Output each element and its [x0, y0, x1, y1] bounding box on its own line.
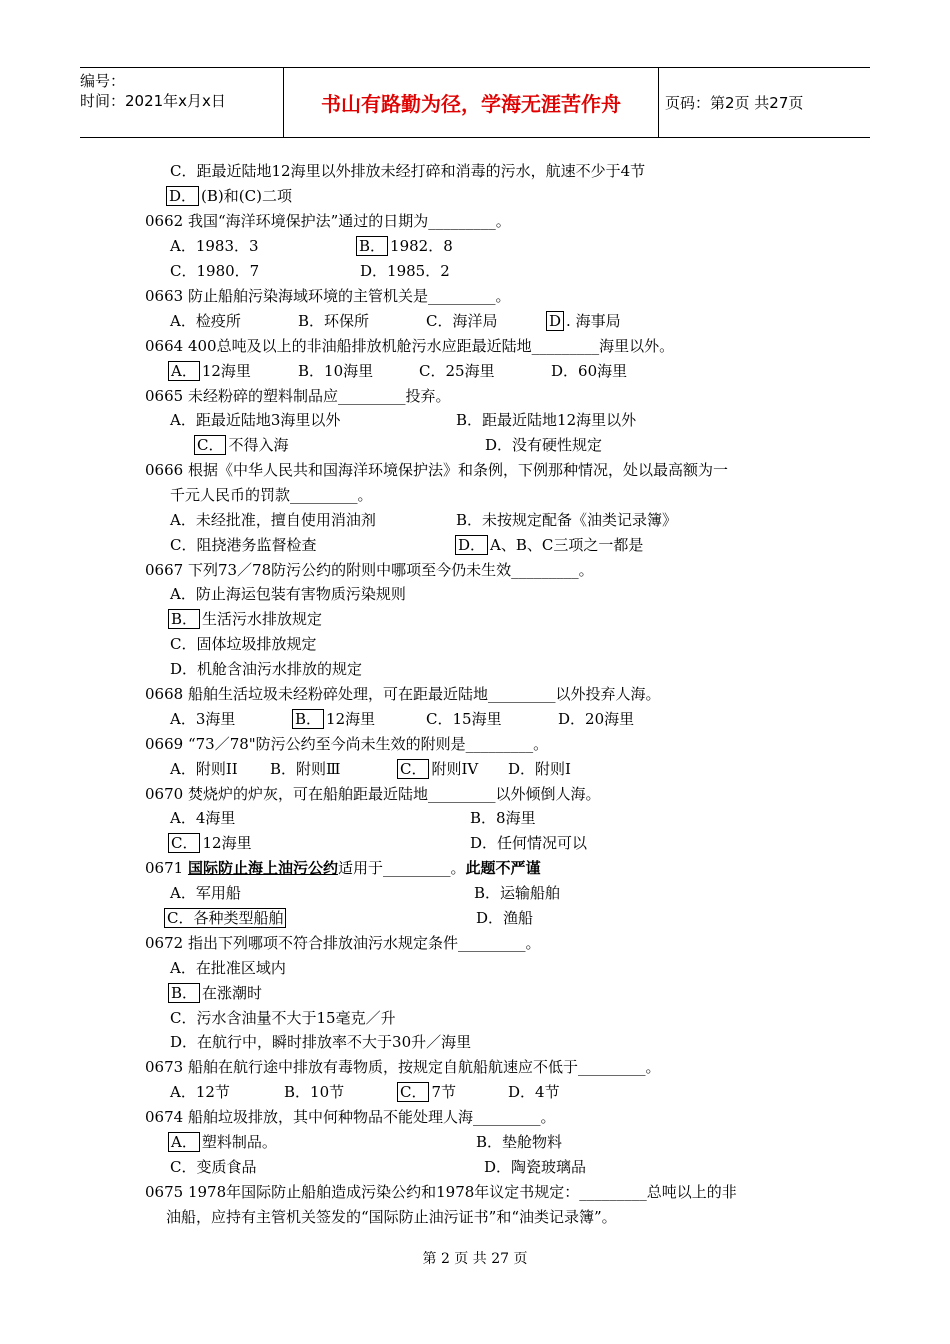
- number-label: 编号：: [80, 72, 126, 90]
- option-answer: [168, 833, 252, 853]
- option-answer: [164, 908, 288, 928]
- option-a: A．在批准区域内: [170, 959, 286, 977]
- motto: 书山有路勤为径，学海无涯苦作舟: [283, 68, 659, 137]
- answer-box: C．: [194, 435, 226, 455]
- option-d: D．渔船: [476, 909, 534, 927]
- option-d: D．附则Ⅰ: [508, 760, 571, 778]
- answer-box: C．: [168, 833, 200, 853]
- option-c: C．1980．7: [170, 262, 260, 280]
- question-0671: [145, 858, 541, 878]
- date-label: 时间：2021年x月x日: [80, 92, 226, 110]
- option-answer: [168, 983, 262, 1003]
- option-c: C．固体垃圾排放规定: [170, 635, 317, 653]
- option-answer: [546, 311, 621, 331]
- question-number: 0671: [145, 859, 188, 877]
- option-b: B．环保所: [298, 312, 370, 330]
- option-d: D．机舱含油污水排放的规定: [170, 660, 363, 678]
- option-text: 不得入海: [228, 436, 289, 454]
- answer-box: B．: [356, 236, 388, 256]
- option-c: C．污水含油量不大于15毫克／升: [170, 1009, 396, 1027]
- answer-box: A．: [168, 1132, 200, 1152]
- question-0670: 0670 焚烧炉的炉灰，可在船舶距最近陆地_________以外倾倒人海。: [145, 785, 601, 803]
- option-text: . 海事局: [566, 312, 621, 330]
- option-a: A．距最近陆地3海里以外: [170, 411, 341, 429]
- option-d: D．陶瓷玻璃品: [484, 1158, 587, 1176]
- option-d: D．4节: [508, 1083, 560, 1101]
- option-b: B．未按规定配备《油类记录簿》: [456, 511, 678, 529]
- question-0666: 0666 根据《中华人民共和国海洋环境保护法》和条例，下例那种情况，处以最高额为一: [145, 461, 728, 479]
- option-d: D．20海里: [558, 710, 635, 728]
- question-0668: 0668 船舶生活垃圾未经粉碎处理，可在距最近陆地_________以外投弃人海。: [145, 685, 661, 703]
- option-text: 附则IV: [431, 760, 479, 778]
- question-text: 适用于_________。: [337, 859, 466, 877]
- option-a: A．未经批准，擅自使用消油剂: [170, 511, 376, 529]
- question-0666-cont: 千元人民币的罚款_________。: [170, 486, 373, 504]
- header-left-cell: [80, 68, 283, 140]
- option-d: D．1985．2: [360, 262, 450, 280]
- answer-box: C．: [397, 759, 429, 779]
- answer-box: D: [546, 311, 564, 331]
- page-footer: 第 2 页 共 27 页: [422, 1251, 528, 1267]
- option-d: D．没有硬性规定: [485, 436, 603, 454]
- option-a: A．检疫所: [170, 312, 241, 330]
- option-d: D．任何情况可以: [470, 834, 588, 852]
- answer-box: B．: [292, 709, 324, 729]
- option-a: A．1983．3: [170, 237, 259, 255]
- option-text: 12海里: [202, 834, 252, 852]
- question-0672: 0672 指出下列哪项不符合排放油污水规定条件_________。: [145, 934, 541, 952]
- answer-box: A．: [168, 361, 200, 381]
- option-answer: [168, 609, 322, 629]
- question-0675-cont: 油船，应持有主管机关签发的“国际防止油污证书”和“油类记录簿”。: [166, 1208, 617, 1226]
- option-text: 生活污水排放规定: [202, 610, 323, 628]
- option-text: 塑料制品。: [201, 1133, 277, 1151]
- page-info: 页码：第2页 共27页: [665, 94, 804, 112]
- option-a: A．12节: [170, 1083, 230, 1101]
- option-b: B．10节: [284, 1083, 345, 1101]
- option-d: D．60海里: [551, 362, 628, 380]
- option-a: A．4海里: [170, 809, 236, 827]
- answer-box: B．: [168, 609, 200, 629]
- answer-box: D．: [166, 186, 199, 206]
- option-a: A．3海里: [170, 710, 236, 728]
- option-answer: [356, 236, 453, 256]
- option-b: B．10海里: [298, 362, 374, 380]
- option-b: B．8海里: [470, 809, 536, 827]
- question-0664: 0664 400总吨及以上的非油船排放机舱污水应距最近陆地_________海里以外。: [145, 337, 675, 355]
- option-text: 12海里: [201, 362, 251, 380]
- option-answer: [397, 759, 478, 779]
- option-answer: [194, 435, 289, 455]
- answer-box: D．: [455, 535, 488, 555]
- question-0665: 0665 未经粉碎的塑料制品应_________投弃。: [145, 387, 451, 405]
- option-text: 12海里: [326, 710, 376, 728]
- option-line: C．距最近陆地12海里以外排放未经打碎和消毒的污水，航速不少于4节: [170, 162, 646, 180]
- option-c: C．阻挠港务监督检查: [170, 536, 317, 554]
- option-c: C．变质食品: [170, 1158, 257, 1176]
- question-0662: 0662 我国“海洋环境保护法”通过的日期为_________。: [145, 212, 511, 230]
- answer-box: C．: [397, 1082, 429, 1102]
- option-b: B．垫舱物料: [476, 1133, 563, 1151]
- page-header: [80, 67, 870, 138]
- option-a: A．防止海运包装有害物质污染规则: [170, 585, 406, 603]
- option-text: 1982．8: [390, 237, 453, 255]
- option-a: A．军用船: [170, 884, 241, 902]
- question-0669: 0669 “73／78"防污公约至今尚未生效的附则是_________。: [145, 735, 549, 753]
- option-b: B．运输船舶: [474, 884, 561, 902]
- question-0675: 0675 1978年国际防止船舶造成污染公约和1978年议定书规定：_________总吨以上的非: [145, 1183, 737, 1201]
- option-d: D．在航行中，瞬时排放率不大于30升／海里: [170, 1033, 472, 1051]
- answer-box: B．: [168, 983, 200, 1003]
- convention-name: 国际防止海上油污公约: [187, 859, 338, 877]
- option-answer: [292, 709, 375, 729]
- option-answer: [168, 1132, 277, 1152]
- option-answer: [455, 535, 643, 555]
- option-text: 在涨潮时: [202, 984, 263, 1002]
- option-answer: [397, 1082, 456, 1102]
- option-text: A、B、C三项之一都是: [490, 536, 644, 554]
- option-a: A．附则II: [170, 760, 238, 778]
- question-0667: 0667 下列73／78防污公约的附则中哪项至今仍未生效_________。: [145, 561, 594, 579]
- option-text: (B)和(C)二项: [201, 187, 292, 205]
- option-c: C．海洋局: [426, 312, 498, 330]
- question-0663: 0663 防止船舶污染海域环境的主管机关是_________。: [145, 287, 511, 305]
- option-c: C．25海里: [419, 362, 495, 380]
- option-text: 7节: [431, 1083, 457, 1101]
- note-not-rigorous: 此题不严谨: [465, 859, 541, 877]
- option-b: B．距最近陆地12海里以外: [456, 411, 637, 429]
- question-0674: 0674 船舶垃圾排放，其中何种物品不能处理人海_________。: [145, 1108, 556, 1126]
- question-0673: 0673 船舶在航行途中排放有毒物质，按规定自航船航速应不低于_________。: [145, 1058, 661, 1076]
- option-c: C．15海里: [426, 710, 502, 728]
- option-answer: [168, 361, 251, 381]
- answer-box: C．各种类型船舶: [164, 908, 286, 928]
- option-answer: [166, 186, 292, 206]
- option-b: B．附则Ⅲ: [270, 760, 341, 778]
